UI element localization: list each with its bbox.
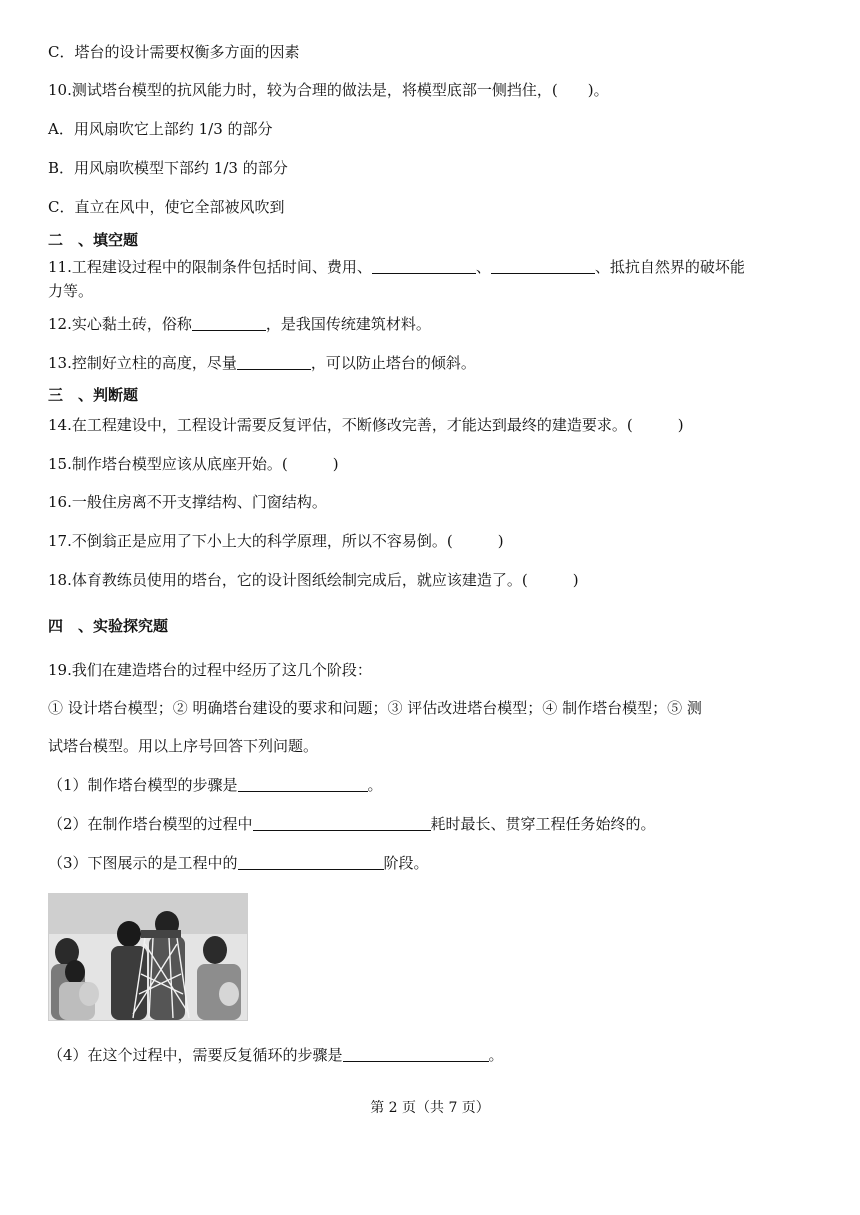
q19-part4-text-a: （4）在这个过程中，需要反复循环的步骤是 (48, 1046, 343, 1064)
q10-stem: 10.测试塔台模型的抗风能力时，较为合理的做法是，将模型底部一侧挡住，( )。 (48, 81, 609, 99)
q11-line2: 力等。 (48, 282, 94, 300)
q10-option-b: B．用风扇吹模型下部约 1/3 的部分 (48, 159, 288, 177)
q11-blank-1[interactable] (372, 257, 476, 274)
q19-part2-text-a: （2）在制作塔台模型的过程中 (48, 815, 253, 833)
q10-option-a: A．用风扇吹它上部约 1/3 的部分 (48, 120, 273, 138)
q11-line1 (48, 255, 820, 279)
section-fill-blank-heading: 二 、填空题 (48, 231, 139, 249)
q19-options-line2: 试塔台模型。用以上序号回答下列问题。 (48, 737, 319, 755)
q19-part3-blank[interactable] (238, 853, 384, 870)
q19-stem: 19.我们在建造塔台的过程中经历了这几个阶段： (48, 661, 372, 679)
q15-stem: 15.制作塔台模型应该从底座开始。( ) (48, 455, 339, 473)
q19-part3-text-b: 阶段。 (383, 854, 429, 872)
q16-stem: 16.一般住房离不开支撑结构、门窗结构。 (48, 493, 327, 511)
q12-text-b: ，是我国传统建筑材料。 (265, 315, 431, 333)
q19-part3 (48, 851, 820, 875)
q13-text-b: ，可以防止塔台的倾斜。 (310, 354, 476, 372)
q9-option-c: C．塔台的设计需要权衡多方面的因素 (48, 43, 300, 61)
q18-stem: 18.体育教练员使用的塔台，它的设计图纸绘制完成后，就应该建造了。( ) (48, 571, 579, 589)
q13-blank[interactable] (237, 353, 311, 370)
q19-part1-blank[interactable] (238, 775, 368, 792)
q19-part2-text-b: 耗时最长、贯穿工程任务始终的。 (430, 815, 656, 833)
q14-stem: 14.在工程建设中，工程设计需要反复评估，不断修改完善，才能达到最终的建造要求。( ) (48, 416, 684, 434)
q12-blank[interactable] (192, 314, 266, 331)
students-tower-model-photo (48, 893, 248, 1021)
q19-part2 (48, 812, 820, 836)
q19-part2-blank[interactable] (253, 814, 431, 831)
q11-text-b: 、 (475, 258, 491, 276)
q19-part1 (48, 773, 820, 797)
q13-line (48, 351, 820, 375)
section-experiment-heading: 四 、实验探究题 (48, 617, 169, 635)
q11-blank-2[interactable] (491, 257, 595, 274)
q19-part3-text-a: （3）下图展示的是工程中的 (48, 854, 238, 872)
q19-part4-text-b: 。 (488, 1046, 504, 1064)
photo-illustration (49, 894, 247, 1020)
q19-part1-text-b: 。 (367, 776, 383, 794)
q19-part4 (48, 1043, 820, 1067)
q19-part1-text-a: （1）制作塔台模型的步骤是 (48, 776, 238, 794)
section-judge-heading: 三 、判断题 (48, 386, 139, 404)
q17-stem: 17.不倒翁正是应用了下小上大的科学原理，所以不容易倒。( ) (48, 532, 504, 550)
q13-text-a: 13.控制好立柱的高度，尽量 (48, 354, 237, 372)
page-footer: 第 2 页（共 7 页） (370, 1100, 490, 1116)
q19-options-line1: ① 设计塔台模型；② 明确塔台建设的要求和问题；③ 评估改进塔台模型；④ 制作塔台模型；⑤ 测 (48, 699, 702, 717)
q12-line (48, 312, 820, 336)
q11-text-c: 、抵抗自然界的破坏能 (594, 258, 745, 276)
q12-text-a: 12.实心黏土砖，俗称 (48, 315, 192, 333)
q19-part4-blank[interactable] (343, 1045, 489, 1062)
q10-option-c: C．直立在风中，使它全部被风吹到 (48, 198, 285, 216)
q11-text-a: 11.工程建设过程中的限制条件包括时间、费用、 (48, 258, 372, 276)
